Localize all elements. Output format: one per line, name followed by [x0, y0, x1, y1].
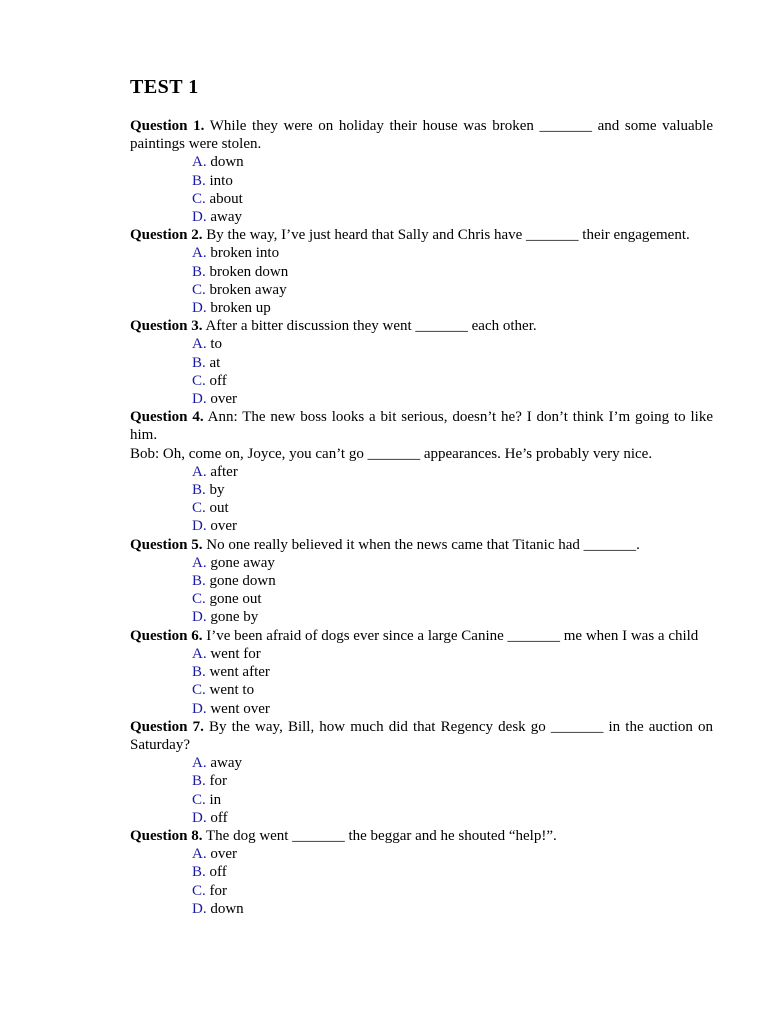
question-number: Question 8.	[130, 827, 203, 844]
option-letter: D.	[192, 518, 207, 535]
question-stem: The dog went _______ the beggar and he shouted “help!”.	[206, 827, 557, 844]
option-text: went to	[209, 682, 255, 699]
option-text: at	[209, 354, 221, 371]
option-text: went over	[210, 700, 270, 717]
option-letter: C.	[192, 190, 206, 207]
option-letter: A.	[192, 554, 207, 571]
question-stem: After a bitter discussion they went _______ each other.	[205, 318, 537, 335]
answer-option	[130, 772, 713, 790]
option-letter: A.	[192, 245, 207, 262]
question-number: Question 1.	[130, 118, 205, 134]
answer-option	[130, 681, 713, 699]
answer-option	[130, 299, 713, 317]
answer-option	[130, 372, 713, 390]
option-letter: A.	[192, 154, 207, 171]
option-letter: C.	[192, 591, 206, 608]
option-letter: D.	[192, 391, 207, 408]
question-number: Question 3.	[130, 318, 203, 335]
question-text	[130, 536, 713, 554]
option-text: gone by	[210, 609, 259, 626]
answer-option	[130, 791, 713, 809]
option-letter: B.	[192, 172, 206, 189]
answer-option	[130, 263, 713, 281]
answer-option	[130, 172, 713, 190]
option-text: to	[210, 336, 223, 353]
option-text: off	[210, 809, 228, 826]
answer-option	[130, 335, 713, 353]
option-letter: D.	[192, 700, 207, 717]
option-letter: B.	[192, 573, 206, 590]
option-letter: B.	[192, 263, 206, 280]
question-list	[130, 117, 713, 918]
answer-option	[130, 190, 713, 208]
option-letter: C.	[192, 682, 206, 699]
option-letter: B.	[192, 664, 206, 681]
question-stem: No one really believed it when the news came that Titanic had _______.	[206, 536, 640, 553]
option-text: went after	[209, 664, 270, 681]
question-text	[130, 117, 713, 153]
question-stem: I’ve been afraid of dogs ever since a large Canine _______ me when I was a child	[206, 627, 699, 644]
answer-option	[130, 153, 713, 171]
answer-option	[130, 481, 713, 499]
question-number: Question 7.	[130, 718, 204, 735]
answer-option	[130, 700, 713, 718]
question-stem: Bob: Oh, come on, Joyce, you can’t go _______ appearances. He’s probably very nice.	[130, 445, 653, 462]
answer-option	[130, 499, 713, 517]
option-letter: B.	[192, 482, 206, 499]
option-letter: B.	[192, 864, 206, 881]
answer-option	[130, 882, 713, 900]
answer-option	[130, 809, 713, 827]
answer-option	[130, 281, 713, 299]
option-text: over	[210, 846, 237, 863]
option-text: down	[210, 900, 244, 917]
option-letter: C.	[192, 882, 206, 899]
option-letter: A.	[192, 645, 207, 662]
question-stem: While they were on holiday their house was broken _______ and some valuable paintings were stolen.	[130, 118, 713, 153]
question-text	[130, 718, 713, 754]
question-text	[130, 827, 713, 845]
question-text	[130, 408, 713, 444]
option-text: over	[210, 391, 237, 408]
answer-option	[130, 900, 713, 918]
option-text: into	[209, 172, 233, 189]
option-letter: C.	[192, 372, 206, 389]
option-letter: A.	[192, 846, 207, 863]
question-text	[130, 445, 713, 463]
answer-option	[130, 754, 713, 772]
option-letter: C.	[192, 281, 206, 298]
answer-option	[130, 463, 713, 481]
option-letter: D.	[192, 900, 207, 917]
option-letter: D.	[192, 809, 207, 826]
option-text: away	[210, 209, 242, 226]
answer-option	[130, 863, 713, 881]
page-title: TEST 1	[130, 76, 199, 98]
option-text: gone down	[209, 573, 276, 590]
answer-option	[130, 608, 713, 626]
option-text: went for	[210, 645, 261, 662]
option-text: off	[209, 372, 227, 389]
answer-option	[130, 845, 713, 863]
option-letter: C.	[192, 500, 206, 517]
question-text	[130, 627, 713, 645]
option-letter: A.	[192, 463, 207, 480]
option-text: broken up	[210, 300, 271, 317]
question-stem: By the way, I’ve just heard that Sally and Chris have _______ their engagement.	[206, 227, 690, 244]
option-letter: C.	[192, 791, 206, 808]
option-letter: B.	[192, 354, 206, 371]
option-text: after	[210, 463, 238, 480]
option-letter: D.	[192, 300, 207, 317]
option-text: broken away	[209, 281, 287, 298]
answer-option	[130, 554, 713, 572]
option-text: gone out	[209, 591, 262, 608]
question-text	[130, 226, 713, 244]
answer-option	[130, 517, 713, 535]
question-number: Question 2.	[130, 227, 203, 244]
answer-option	[130, 390, 713, 408]
answer-option	[130, 208, 713, 226]
option-text: by	[209, 482, 225, 499]
answer-option	[130, 244, 713, 262]
question-number: Question 4.	[130, 409, 204, 426]
answer-option	[130, 572, 713, 590]
option-text: over	[210, 518, 237, 535]
option-letter: A.	[192, 336, 207, 353]
option-text: about	[209, 190, 243, 207]
question-text	[130, 317, 713, 335]
option-letter: D.	[192, 209, 207, 226]
option-text: for	[209, 773, 228, 790]
option-text: for	[209, 882, 228, 899]
answer-option	[130, 645, 713, 663]
option-text: broken down	[209, 263, 289, 280]
answer-option	[130, 663, 713, 681]
option-text: gone away	[210, 554, 275, 571]
question-stem: Ann: The new boss looks a bit serious, doesn’t he? I don’t think I’m going to like him.	[130, 409, 713, 444]
option-letter: B.	[192, 773, 206, 790]
answer-option	[130, 590, 713, 608]
question-number: Question 5.	[130, 536, 203, 553]
option-text: off	[209, 864, 227, 881]
answer-option	[130, 354, 713, 372]
option-letter: D.	[192, 609, 207, 626]
question-number: Question 6.	[130, 627, 203, 644]
option-text: out	[209, 500, 229, 517]
question-stem: By the way, Bill, how much did that Regency desk go _______ in the auction on Saturday?	[130, 718, 713, 753]
option-text: broken into	[210, 245, 280, 262]
option-text: in	[209, 791, 222, 808]
option-letter: A.	[192, 755, 207, 772]
option-text: away	[210, 755, 242, 772]
option-text: down	[210, 154, 244, 171]
